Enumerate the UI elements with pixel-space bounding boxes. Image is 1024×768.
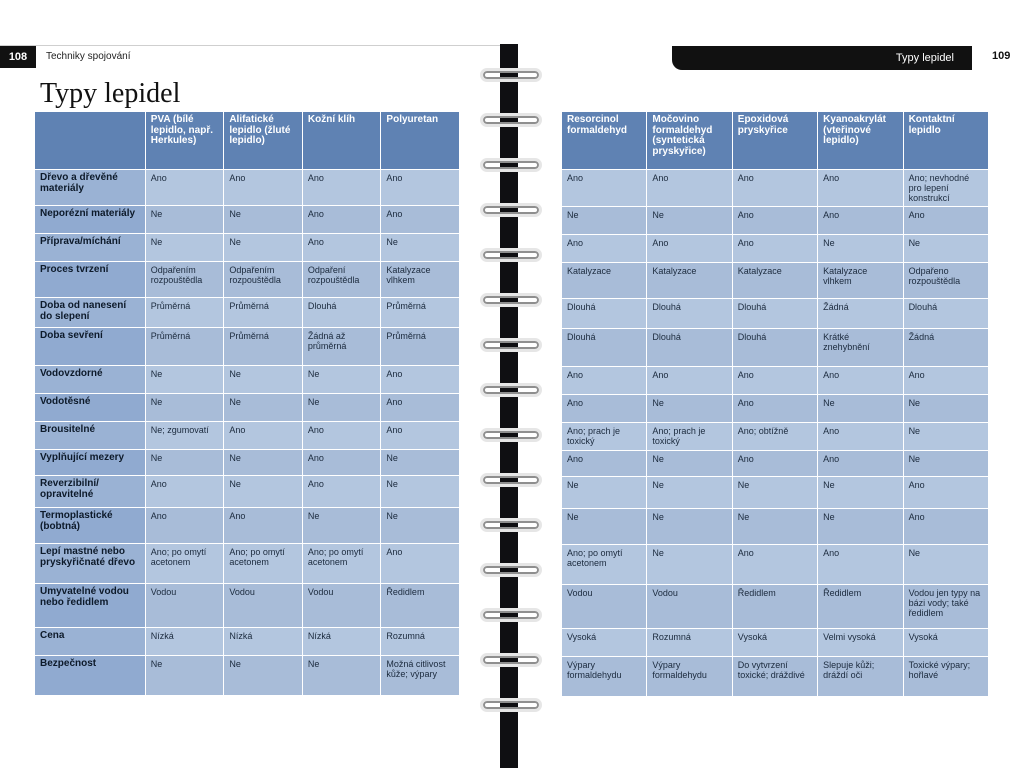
table-row [35,394,460,422]
table-row [35,584,460,628]
table-cell: Ano [224,422,303,450]
table-cell: Vodou [647,585,732,629]
coil-ring [480,653,542,667]
table-row [35,544,460,584]
table-cell: Ano; po omytí acetonem [224,544,303,584]
col-header-hide-glue: Kožní klíh [302,112,381,170]
coil-ring [480,338,542,352]
table-row [562,657,989,697]
table-cell: Velmi vysoká [818,629,903,657]
coil-ring [480,473,542,487]
coil-ring [480,248,542,262]
table-cell: Dlouhá [732,329,817,367]
table-cell: Ano [647,367,732,395]
table-cell: Ano [732,170,817,207]
table-cell: Ano [381,394,460,422]
table-row [562,585,989,629]
table-cell: Ano [732,207,817,235]
table-cell: Ne [903,545,988,585]
table-row [562,509,989,545]
table-cell: Ne [224,656,303,696]
row-label: Vodotěsné [35,394,146,422]
table-cell: Ne [381,450,460,476]
table-row [35,366,460,394]
table-cell: Ředidlem [381,584,460,628]
table-cell: Ano [732,451,817,477]
table-cell: Ne [903,423,988,451]
table-cell: Vodou [562,585,647,629]
table-cell: Ano [224,508,303,544]
table-cell: Odpařeno rozpouštědla [903,263,988,299]
table-cell: Ano [818,207,903,235]
table-cell: Ano [647,170,732,207]
table-cell: Odpaření rozpouštědla [302,262,381,298]
table-cell: Ne [224,450,303,476]
table-row [562,423,989,451]
table-cell: Vodou [302,584,381,628]
table-cell: Ne [145,656,224,696]
table-cell: Ředidlem [818,585,903,629]
table-cell: Ano [903,509,988,545]
table-cell: Ano [562,451,647,477]
table-cell: Ne [647,207,732,235]
row-label: Reverzibilní/ opravitelné [35,476,146,508]
table-cell: Rozumná [381,628,460,656]
adhesive-table-right [561,111,989,697]
table-row [562,629,989,657]
adhesive-table [561,111,989,697]
table-cell: Ne [562,477,647,509]
table-cell: Ne [224,476,303,508]
col-header-contact: Kontaktní lepidlo [903,112,988,170]
table-cell: Nízká [302,628,381,656]
table-cell: Ne [903,451,988,477]
table-cell: Ano [818,170,903,207]
table-cell: Průměrná [145,328,224,366]
row-label: Neporézní materiály [35,206,146,234]
table-cell: Výpary formaldehydu [647,657,732,697]
table-row [562,477,989,509]
table-cell: Katalyzace vlhkem [818,263,903,299]
table-cell: Ano [302,450,381,476]
table-cell: Ne; zgumovatí [145,422,224,450]
table-cell: Průměrná [224,328,303,366]
adhesive-table [34,111,460,696]
table-cell: Ano; prach je toxický [562,423,647,451]
table-cell: Dlouhá [647,329,732,367]
table-row [35,170,460,206]
table-cell: Ano [224,170,303,206]
table-cell: Katalyzace [732,263,817,299]
table-cell: Vysoká [903,629,988,657]
table-cell: Ano; po omytí acetonem [145,544,224,584]
table-row [562,545,989,585]
col-header-aliphatic: Alifatické lepidlo (žluté lepidlo) [224,112,303,170]
right-section-title: Typy lepidel [895,52,954,64]
table-cell: Ne [302,394,381,422]
table-cell: Ne [145,394,224,422]
table-cell: Odpařením rozpouštědla [145,262,224,298]
table-cell: Ne [647,451,732,477]
table-row [562,299,989,329]
table-cell: Ano [562,235,647,263]
table-row [35,656,460,696]
table-row [35,262,460,298]
table-cell: Ne [381,476,460,508]
row-label: Dřevo a dřevěné materiály [35,170,146,206]
coil-ring [480,68,542,82]
table-cell: Ano [381,206,460,234]
table-cell: Ne [224,366,303,394]
table-cell: Dlouhá [732,299,817,329]
table-cell: Ano [818,423,903,451]
table-cell: Ano [903,207,988,235]
page-title: Typy lepidel [40,78,181,109]
table-row [562,367,989,395]
table-cell: Žádná [818,299,903,329]
table-row [562,263,989,299]
row-label: Doba od nanesení do slepení [35,298,146,328]
table-cell: Ne [903,235,988,263]
table-cell: Průměrná [381,328,460,366]
table-cell: Průměrná [381,298,460,328]
table-cell: Do vytvrzení toxické; dráždivé [732,657,817,697]
header-row [35,112,460,170]
table-cell: Ano [732,545,817,585]
row-label: Příprava/míchání [35,234,146,262]
table-cell: Ano; obtížně [732,423,817,451]
col-header-pva: PVA (bílé lepidlo, např. Herkules) [145,112,224,170]
right-section-band [672,46,972,70]
row-label: Lepí mastné nebo pryskyřičnaté dřevo [35,544,146,584]
coil-ring [480,428,542,442]
table-cell: Vodou [145,584,224,628]
table-cell: Ano [302,234,381,262]
table-cell: Ano [732,235,817,263]
coil-ring [480,113,542,127]
table-cell: Ano [302,476,381,508]
table-cell: Ano [818,367,903,395]
table-cell: Ne [562,509,647,545]
coil-ring [480,203,542,217]
table-cell: Ano [302,422,381,450]
coil-ring [480,563,542,577]
table-cell: Dlouhá [302,298,381,328]
table-cell: Ne [302,656,381,696]
table-cell: Ano [647,235,732,263]
table-cell: Ne [647,477,732,509]
row-label: Proces tvrzení [35,262,146,298]
table-cell: Ano; po omytí acetonem [302,544,381,584]
table-cell: Ano [145,170,224,206]
table-cell: Ano [818,451,903,477]
table-cell: Ne [224,234,303,262]
table-cell: Ne [562,207,647,235]
table-cell: Ano; prach je toxický [647,423,732,451]
table-cell: Vodou jen typy na bázi vody; také ředidlem [903,585,988,629]
left-page-number: 108 [0,46,36,68]
table-cell: Ne [818,509,903,545]
table-cell: Ano [145,476,224,508]
coil-ring [480,698,542,712]
table-row [35,206,460,234]
table-cell: Ano [562,395,647,423]
table-cell: Ne [647,545,732,585]
table-row [562,235,989,263]
table-cell: Ano [903,477,988,509]
row-label: Vyplňující mezery [35,450,146,476]
table-cell: Ne [647,509,732,545]
table-cell: Rozumná [647,629,732,657]
row-label: Bezpečnost [35,656,146,696]
table-row [35,234,460,262]
header-row [562,112,989,170]
col-header-resorcinol: Resorcinol formaldehyd [562,112,647,170]
table-row [35,328,460,366]
table-cell: Ne [145,234,224,262]
table-cell: Ano [818,545,903,585]
table-cell: Ne [145,366,224,394]
table-cell: Ředidlem [732,585,817,629]
table-cell: Ano [302,206,381,234]
coil-ring [480,293,542,307]
table-cell: Výpary formaldehydu [562,657,647,697]
col-header-epoxy: Epoxidová pryskyřice [732,112,817,170]
table-cell: Ne [145,450,224,476]
table-cell: Ne [224,394,303,422]
table-cell: Žádná až průměrná [302,328,381,366]
table-cell: Ano [381,170,460,206]
table-row [562,451,989,477]
table-row [35,422,460,450]
coil-ring [480,608,542,622]
row-label: Umyvatelné vodou nebo ředidlem [35,584,146,628]
table-cell: Ano [732,395,817,423]
table-cell: Žádná [903,329,988,367]
table-cell: Dlouhá [562,329,647,367]
col-header-urea-formaldehyde: Močovino formaldehyd (syntetická pryskyřice) [647,112,732,170]
table-cell: Vodou [224,584,303,628]
table-cell: Ne [145,206,224,234]
table-cell: Dlouhá [562,299,647,329]
row-label: Brousitelné [35,422,146,450]
table-cell: Ano [145,508,224,544]
table-cell: Průměrná [145,298,224,328]
table-cell: Ne [381,234,460,262]
table-cell: Slepuje kůži; dráždí oči [818,657,903,697]
adhesive-table-left [34,111,460,696]
table-cell: Vysoká [562,629,647,657]
table-cell: Toxické výpary; hořlavé [903,657,988,697]
col-header-cyanoacrylate: Kyanoakrylát (vteřinové lepidlo) [818,112,903,170]
table-cell: Katalyzace [647,263,732,299]
table-cell: Ano [381,544,460,584]
table-row [35,628,460,656]
table-cell: Ne [381,508,460,544]
coil-ring [480,383,542,397]
table-row [562,170,989,207]
right-page-number: 109 [992,50,1011,62]
table-cell: Ano [302,170,381,206]
table-cell: Ano [381,366,460,394]
table-cell: Průměrná [224,298,303,328]
table-cell: Nízká [224,628,303,656]
table-cell: Ne [903,395,988,423]
table-cell: Ano; po omytí acetonem [562,545,647,585]
table-row [35,508,460,544]
coil-ring [480,518,542,532]
table-row [562,207,989,235]
table-cell: Ne [818,395,903,423]
left-section-title: Techniky spojování [46,51,131,62]
table-cell: Ano [562,367,647,395]
table-cell: Ano [562,170,647,207]
table-cell: Dlouhá [903,299,988,329]
table-cell: Ne [818,235,903,263]
table-row [562,395,989,423]
table-row [35,450,460,476]
table-row [35,298,460,328]
table-row [35,476,460,508]
table-cell: Vysoká [732,629,817,657]
table-cell: Ne [732,509,817,545]
table-cell: Ne [302,366,381,394]
row-label: Doba sevření [35,328,146,366]
table-row [562,329,989,367]
row-label: Cena [35,628,146,656]
table-cell: Odpařením rozpouštědla [224,262,303,298]
coil-ring [480,158,542,172]
table-cell: Ne [647,395,732,423]
table-cell: Nízká [145,628,224,656]
corner-cell [35,112,146,170]
table-cell: Ano; nevhodné pro lepení konstrukcí [903,170,988,207]
table-cell: Ano [381,422,460,450]
row-label: Termoplastické (bobtná) [35,508,146,544]
table-cell: Ne [302,508,381,544]
table-cell: Katalyzace [562,263,647,299]
table-cell: Krátké znehybnění [818,329,903,367]
table-cell: Ne [224,206,303,234]
row-label: Vodovzdorné [35,366,146,394]
table-cell: Ne [732,477,817,509]
table-cell: Katalyzace vlhkem [381,262,460,298]
table-cell: Ano [732,367,817,395]
table-cell: Ne [818,477,903,509]
table-cell: Ano [903,367,988,395]
header-rule [0,45,510,46]
table-cell: Dlouhá [647,299,732,329]
col-header-polyurethane: Polyuretan [381,112,460,170]
table-cell: Možná citlivost kůže; výpary [381,656,460,696]
